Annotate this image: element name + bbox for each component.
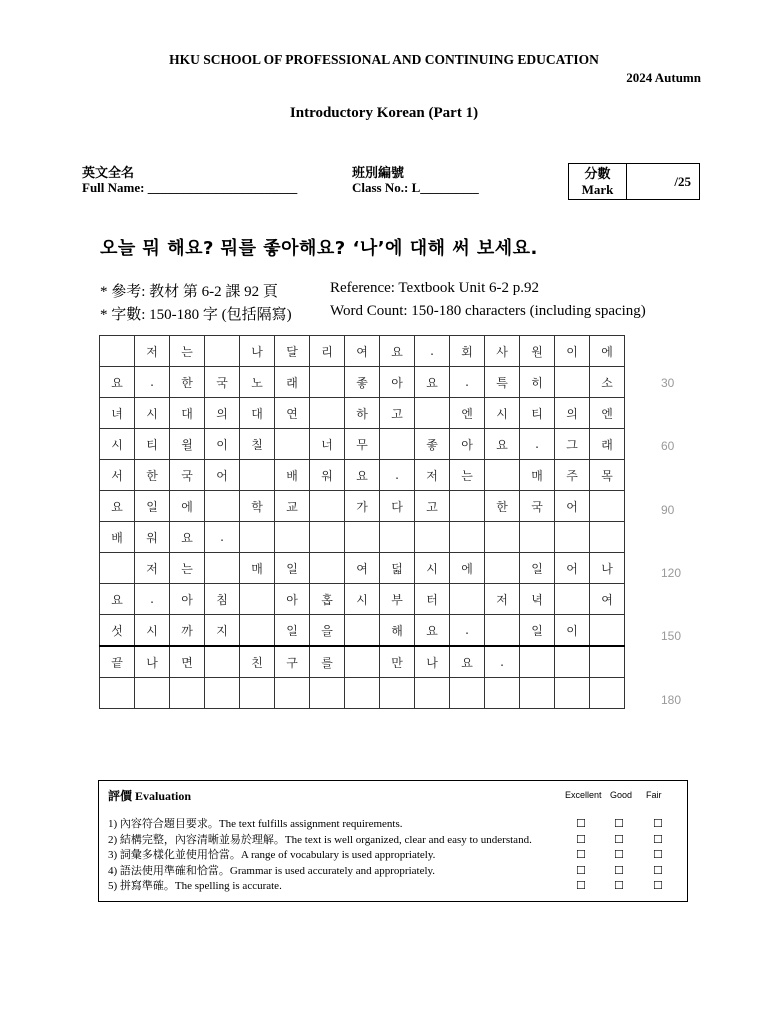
grid-cell[interactable] bbox=[485, 460, 520, 491]
checkbox-excellent[interactable]: ☐ bbox=[576, 848, 586, 861]
grid-row bbox=[100, 553, 625, 584]
grid-cell[interactable]: 일 bbox=[520, 615, 555, 647]
grid-cell[interactable]: 국 bbox=[170, 460, 205, 491]
grid-cell[interactable]: 윌 bbox=[170, 429, 205, 460]
grid-cell[interactable]: 대 bbox=[240, 398, 275, 429]
grid-cell[interactable]: 서 bbox=[100, 460, 135, 491]
grid-cell[interactable]: 섯 bbox=[100, 615, 135, 647]
evaluation-criterion: 2) 結構完整，內容清晰並易於理解。The text is well organized, clear and easy to understand. bbox=[108, 833, 532, 846]
grid-cell[interactable] bbox=[485, 615, 520, 647]
grid-cell[interactable]: 가 bbox=[345, 491, 380, 522]
grid-cell[interactable]: 나 bbox=[135, 646, 170, 678]
grid-cell[interactable]: 면 bbox=[170, 646, 205, 678]
grid-cell[interactable]: . bbox=[135, 367, 170, 398]
checkbox-excellent[interactable]: ☐ bbox=[576, 832, 586, 846]
count-label: 180 bbox=[661, 692, 682, 707]
grid-cell[interactable]: 요 bbox=[170, 522, 205, 553]
class-no-field[interactable]: Class No.: L_________ bbox=[352, 180, 479, 195]
grid-cell[interactable]: 좋 bbox=[415, 429, 450, 460]
grid-cell[interactable] bbox=[310, 678, 345, 709]
grid-cell[interactable]: 대 bbox=[170, 398, 205, 429]
class-no-label-zh: 班別編號 bbox=[352, 165, 405, 180]
grid-cell[interactable]: 여 bbox=[590, 584, 625, 615]
grid-cell[interactable]: 일 bbox=[275, 615, 310, 647]
grid-cell[interactable]: 연 bbox=[275, 398, 310, 429]
grid-cell[interactable]: 달 bbox=[275, 336, 310, 367]
grid-cell[interactable]: 저 bbox=[135, 553, 170, 584]
term-label: 2024 Autumn bbox=[626, 70, 701, 85]
grid-cell[interactable]: 아 bbox=[275, 584, 310, 615]
grid-cell[interactable] bbox=[310, 398, 345, 429]
grid-cell[interactable] bbox=[485, 522, 520, 553]
course-title: Introductory Korean (Part 1) bbox=[289, 105, 479, 121]
grid-cell[interactable]: 다 bbox=[380, 491, 415, 522]
grid-cell[interactable]: 녁 bbox=[520, 584, 555, 615]
grid-cell[interactable] bbox=[100, 553, 135, 584]
grid-cell[interactable]: 매 bbox=[240, 553, 275, 584]
grid-cell[interactable]: 친 bbox=[240, 646, 275, 678]
mark-total[interactable]: /25 bbox=[674, 173, 691, 189]
grid-row bbox=[100, 522, 625, 553]
grid-cell[interactable] bbox=[275, 678, 310, 709]
grid-cell[interactable] bbox=[590, 646, 625, 678]
grid-cell[interactable]: 는 bbox=[170, 553, 205, 584]
grid-cell[interactable]: 티 bbox=[135, 429, 170, 460]
grid-cell[interactable]: . bbox=[485, 646, 520, 678]
grid-cell[interactable]: 주 bbox=[555, 460, 590, 491]
grid-cell[interactable]: 요 bbox=[345, 460, 380, 491]
checkbox-fair[interactable]: ☐ bbox=[653, 879, 663, 892]
grid-cell[interactable]: 엔 bbox=[590, 398, 625, 429]
grid-cell[interactable]: 워 bbox=[135, 522, 170, 553]
grid-cell[interactable]: 을 bbox=[310, 615, 345, 647]
grid-row bbox=[100, 398, 625, 429]
grid-cell[interactable]: 사 bbox=[485, 336, 520, 367]
grid-cell[interactable]: 덟 bbox=[380, 553, 415, 584]
grid-cell[interactable]: 에 bbox=[590, 336, 625, 367]
grid-cell[interactable]: 히 bbox=[520, 367, 555, 398]
grid-cell[interactable]: 끝 bbox=[100, 646, 135, 678]
grid-cell[interactable] bbox=[520, 678, 555, 709]
grid-row bbox=[100, 367, 625, 398]
grid-cell[interactable]: . bbox=[415, 336, 450, 367]
grid-cell[interactable]: 요 bbox=[100, 584, 135, 615]
checkbox-excellent[interactable]: ☐ bbox=[576, 879, 586, 892]
grid-cell[interactable] bbox=[450, 522, 485, 553]
grid-cell[interactable] bbox=[590, 678, 625, 709]
grid-cell[interactable]: 무 bbox=[345, 429, 380, 460]
checkbox-good[interactable]: ☐ bbox=[614, 848, 624, 861]
grid-cell[interactable]: 엔 bbox=[450, 398, 485, 429]
grid-cell[interactable] bbox=[555, 584, 590, 615]
grid-cell[interactable]: 배 bbox=[275, 460, 310, 491]
grid-cell[interactable]: 노 bbox=[240, 367, 275, 398]
grid-cell[interactable]: 요 bbox=[380, 336, 415, 367]
grid-cell[interactable]: 국 bbox=[205, 367, 240, 398]
grid-cell[interactable]: 이 bbox=[555, 615, 590, 647]
grid-cell[interactable]: 칠 bbox=[240, 429, 275, 460]
grid-cell[interactable] bbox=[205, 336, 240, 367]
count-label: 60 bbox=[661, 439, 675, 454]
grid-cell[interactable]: 녀 bbox=[100, 398, 135, 429]
evaluation-criterion: 1) 內容符合題目要求。The text fulfills assignment requirements. bbox=[108, 818, 403, 830]
checkbox-fair[interactable]: ☐ bbox=[653, 832, 663, 846]
grid-cell[interactable] bbox=[555, 522, 590, 553]
reference-zh: * 參考: 教材 第 6-2 課 92 頁 bbox=[100, 284, 278, 300]
grid-cell[interactable]: 나 bbox=[415, 646, 450, 678]
grid-cell[interactable] bbox=[555, 646, 590, 678]
grid-cell[interactable]: 에 bbox=[450, 553, 485, 584]
count-label: 90 bbox=[661, 502, 675, 517]
grid-cell[interactable]: . bbox=[450, 367, 485, 398]
grid-cell[interactable] bbox=[590, 522, 625, 553]
grid-cell[interactable] bbox=[240, 584, 275, 615]
grid-cell[interactable]: 티 bbox=[520, 398, 555, 429]
grid-cell[interactable]: 요 bbox=[100, 367, 135, 398]
checkbox-good[interactable]: ☐ bbox=[614, 832, 624, 846]
grid-cell[interactable]: 매 bbox=[520, 460, 555, 491]
grid-cell[interactable]: 일 bbox=[135, 491, 170, 522]
grid-cell[interactable]: 한 bbox=[485, 491, 520, 522]
checkbox-good[interactable]: ☐ bbox=[614, 817, 624, 830]
grid-cell[interactable] bbox=[170, 678, 205, 709]
grid-cell[interactable]: . bbox=[520, 429, 555, 460]
grid-cell[interactable] bbox=[345, 646, 380, 678]
grid-cell[interactable]: 저 bbox=[485, 584, 520, 615]
grid-cell[interactable] bbox=[450, 678, 485, 709]
evaluation-title: 評價 Evaluation bbox=[108, 789, 192, 803]
grid-cell[interactable] bbox=[310, 491, 345, 522]
evaluation-criterion: 3) 詞彙多樣化並使用恰當。A range of vocabulary is used appropriately. bbox=[108, 849, 436, 861]
grid-cell[interactable]: 한 bbox=[170, 367, 205, 398]
mark-label: 分數 Mark bbox=[569, 164, 627, 199]
count-label: 150 bbox=[661, 629, 682, 644]
grid-row bbox=[100, 491, 625, 522]
grid-row bbox=[100, 584, 625, 615]
grid-cell[interactable]: 하 bbox=[345, 398, 380, 429]
grid-cell[interactable] bbox=[555, 367, 590, 398]
writing-grid bbox=[99, 335, 625, 709]
grid-cell[interactable] bbox=[555, 678, 590, 709]
grid-cell[interactable]: 지 bbox=[205, 615, 240, 647]
grid-cell[interactable] bbox=[240, 522, 275, 553]
grid-cell[interactable]: 터 bbox=[415, 584, 450, 615]
grid-cell[interactable]: 학 bbox=[240, 491, 275, 522]
grid-cell[interactable]: 여 bbox=[345, 553, 380, 584]
grid-cell[interactable]: 고 bbox=[415, 491, 450, 522]
grid-cell[interactable]: 구 bbox=[275, 646, 310, 678]
grid-cell[interactable] bbox=[205, 491, 240, 522]
grid-cell[interactable]: 요 bbox=[485, 429, 520, 460]
grid-cell[interactable]: 요 bbox=[415, 615, 450, 647]
grid-cell[interactable]: 배 bbox=[100, 522, 135, 553]
grid-cell[interactable]: 특 bbox=[485, 367, 520, 398]
grid-cell[interactable] bbox=[345, 522, 380, 553]
grid-cell[interactable]: 소 bbox=[590, 367, 625, 398]
grid-cell[interactable]: 워 bbox=[310, 460, 345, 491]
grid-cell[interactable]: 아 bbox=[170, 584, 205, 615]
grid-cell[interactable]: 래 bbox=[590, 429, 625, 460]
grid-row bbox=[100, 615, 625, 647]
grid-cell[interactable]: 아 bbox=[380, 367, 415, 398]
grid-cell[interactable]: 국 bbox=[520, 491, 555, 522]
grid-cell[interactable]: 시 bbox=[485, 398, 520, 429]
grid-cell[interactable] bbox=[380, 678, 415, 709]
grid-cell[interactable]: 어 bbox=[205, 460, 240, 491]
grid-cell[interactable] bbox=[205, 646, 240, 678]
checkbox-excellent[interactable]: ☐ bbox=[576, 863, 586, 877]
grid-cell[interactable]: 요 bbox=[415, 367, 450, 398]
header-good: Good bbox=[610, 790, 633, 800]
grid-cell[interactable]: 요 bbox=[450, 646, 485, 678]
grid-cell[interactable]: 나 bbox=[240, 336, 275, 367]
grid-cell[interactable] bbox=[450, 491, 485, 522]
grid-cell[interactable] bbox=[380, 429, 415, 460]
grid-cell[interactable] bbox=[450, 584, 485, 615]
grid-cell[interactable] bbox=[415, 678, 450, 709]
grid-cell[interactable] bbox=[345, 678, 380, 709]
grid-cell[interactable] bbox=[520, 522, 555, 553]
grid-cell[interactable] bbox=[520, 646, 555, 678]
grid-cell[interactable]: 를 bbox=[310, 646, 345, 678]
grid-cell[interactable]: 까 bbox=[170, 615, 205, 647]
grid-cell[interactable] bbox=[100, 336, 135, 367]
grid-cell[interactable]: 일 bbox=[275, 553, 310, 584]
grid-cell[interactable]: . bbox=[450, 615, 485, 647]
grid-cell[interactable]: 시 bbox=[100, 429, 135, 460]
grid-cell[interactable]: 래 bbox=[275, 367, 310, 398]
grid-cell[interactable] bbox=[275, 429, 310, 460]
grid-cell[interactable]: 원 bbox=[520, 336, 555, 367]
grid-cell[interactable]: 이 bbox=[555, 336, 590, 367]
grid-cell[interactable]: 너 bbox=[310, 429, 345, 460]
grid-cell[interactable] bbox=[415, 398, 450, 429]
writing-prompt: 오늘 뭐 해요? 뭐를 좋아해요? ‘나’에 대해 써 보세요. bbox=[100, 238, 538, 259]
grid-cell[interactable]: 는 bbox=[450, 460, 485, 491]
grid-cell[interactable] bbox=[135, 678, 170, 709]
grid-cell[interactable] bbox=[415, 522, 450, 553]
word-count-en: Word Count: 150-180 characters (including spacing) bbox=[330, 303, 646, 319]
grid-cell[interactable]: 좋 bbox=[345, 367, 380, 398]
school-name: HKU SCHOOL OF PROFESSIONAL AND CONTINUING EDUCATION bbox=[169, 52, 599, 67]
grid-cell[interactable] bbox=[205, 553, 240, 584]
grid-cell[interactable] bbox=[205, 678, 240, 709]
grid-cell[interactable]: 이 bbox=[205, 429, 240, 460]
grid-cell[interactable]: . bbox=[380, 460, 415, 491]
grid-cell[interactable] bbox=[310, 553, 345, 584]
grid-cell[interactable]: 회 bbox=[450, 336, 485, 367]
grid-cell[interactable]: 시 bbox=[135, 398, 170, 429]
grid-cell[interactable]: . bbox=[205, 522, 240, 553]
grid-cell[interactable]: 침 bbox=[205, 584, 240, 615]
grid-cell[interactable] bbox=[240, 678, 275, 709]
grid-cell[interactable] bbox=[485, 553, 520, 584]
word-count-zh: * 字數: 150-180 字 (包括隔寫) bbox=[100, 307, 292, 323]
count-label: 30 bbox=[661, 375, 675, 390]
grid-cell[interactable]: 나 bbox=[590, 553, 625, 584]
grid-cell[interactable] bbox=[240, 615, 275, 647]
grid-cell[interactable]: 부 bbox=[380, 584, 415, 615]
header-fair: Fair bbox=[646, 790, 662, 800]
grid-cell[interactable]: 아 bbox=[450, 429, 485, 460]
count-label: 120 bbox=[661, 565, 682, 580]
mark-box bbox=[568, 163, 700, 200]
grid-cell[interactable]: 일 bbox=[520, 553, 555, 584]
grid-cell[interactable]: 어 bbox=[555, 553, 590, 584]
grid-cell[interactable]: 만 bbox=[380, 646, 415, 678]
evaluation-criterion: 5) 拼寫準確。The spelling is accurate. bbox=[108, 880, 282, 892]
grid-row bbox=[100, 460, 625, 491]
grid-cell[interactable]: . bbox=[135, 584, 170, 615]
grid-cell[interactable]: 여 bbox=[345, 336, 380, 367]
grid-cell[interactable]: 리 bbox=[310, 336, 345, 367]
grid-row bbox=[100, 646, 625, 678]
grid-cell[interactable]: 저 bbox=[135, 336, 170, 367]
grid-cell[interactable]: 요 bbox=[100, 491, 135, 522]
grid-cell[interactable]: 저 bbox=[415, 460, 450, 491]
grid-cell[interactable]: 어 bbox=[555, 491, 590, 522]
checkbox-excellent[interactable]: ☐ bbox=[576, 817, 586, 830]
full-name-field[interactable]: Full Name: _______________________ bbox=[82, 180, 298, 195]
grid-cell[interactable] bbox=[590, 615, 625, 647]
grid-cell[interactable] bbox=[485, 678, 520, 709]
grid-cell[interactable]: 의 bbox=[205, 398, 240, 429]
grid-cell[interactable] bbox=[380, 522, 415, 553]
grid-row bbox=[100, 336, 625, 367]
grid-cell[interactable]: 의 bbox=[555, 398, 590, 429]
grid-cell[interactable] bbox=[100, 678, 135, 709]
grid-cell[interactable]: 홉 bbox=[310, 584, 345, 615]
grid-cell[interactable] bbox=[310, 367, 345, 398]
grid-cell[interactable] bbox=[310, 522, 345, 553]
grid-cell[interactable]: 교 bbox=[275, 491, 310, 522]
grid-cell[interactable] bbox=[345, 615, 380, 647]
checkbox-good[interactable]: ☐ bbox=[614, 879, 624, 892]
grid-cell[interactable] bbox=[240, 460, 275, 491]
reference-en: Reference: Textbook Unit 6-2 p.92 bbox=[330, 280, 540, 296]
grid-row bbox=[100, 678, 625, 709]
grid-cell[interactable]: 에 bbox=[170, 491, 205, 522]
grid-cell[interactable]: 시 bbox=[345, 584, 380, 615]
checkbox-fair[interactable]: ☐ bbox=[653, 817, 663, 830]
grid-cell[interactable]: 해 bbox=[380, 615, 415, 647]
header-excellent: Excellent bbox=[565, 790, 602, 800]
grid-row bbox=[100, 429, 625, 460]
checkbox-fair[interactable]: ☐ bbox=[653, 863, 663, 877]
grid-cell[interactable]: 목 bbox=[590, 460, 625, 491]
grid-cell[interactable]: 는 bbox=[170, 336, 205, 367]
checkbox-fair[interactable]: ☐ bbox=[653, 848, 663, 861]
checkbox-good[interactable]: ☐ bbox=[614, 863, 624, 877]
grid-cell[interactable]: 고 bbox=[380, 398, 415, 429]
grid-cell[interactable]: 시 bbox=[135, 615, 170, 647]
evaluation-criterion: 4) 語法使用準確和恰當。Grammar is used accurately and appropriately. bbox=[108, 864, 436, 877]
grid-cell[interactable]: 그 bbox=[555, 429, 590, 460]
grid-cell[interactable] bbox=[590, 491, 625, 522]
grid-cell[interactable]: 한 bbox=[135, 460, 170, 491]
grid-cell[interactable]: 시 bbox=[415, 553, 450, 584]
full-name-label-zh: 英文全名 bbox=[82, 165, 135, 180]
grid-cell[interactable] bbox=[275, 522, 310, 553]
